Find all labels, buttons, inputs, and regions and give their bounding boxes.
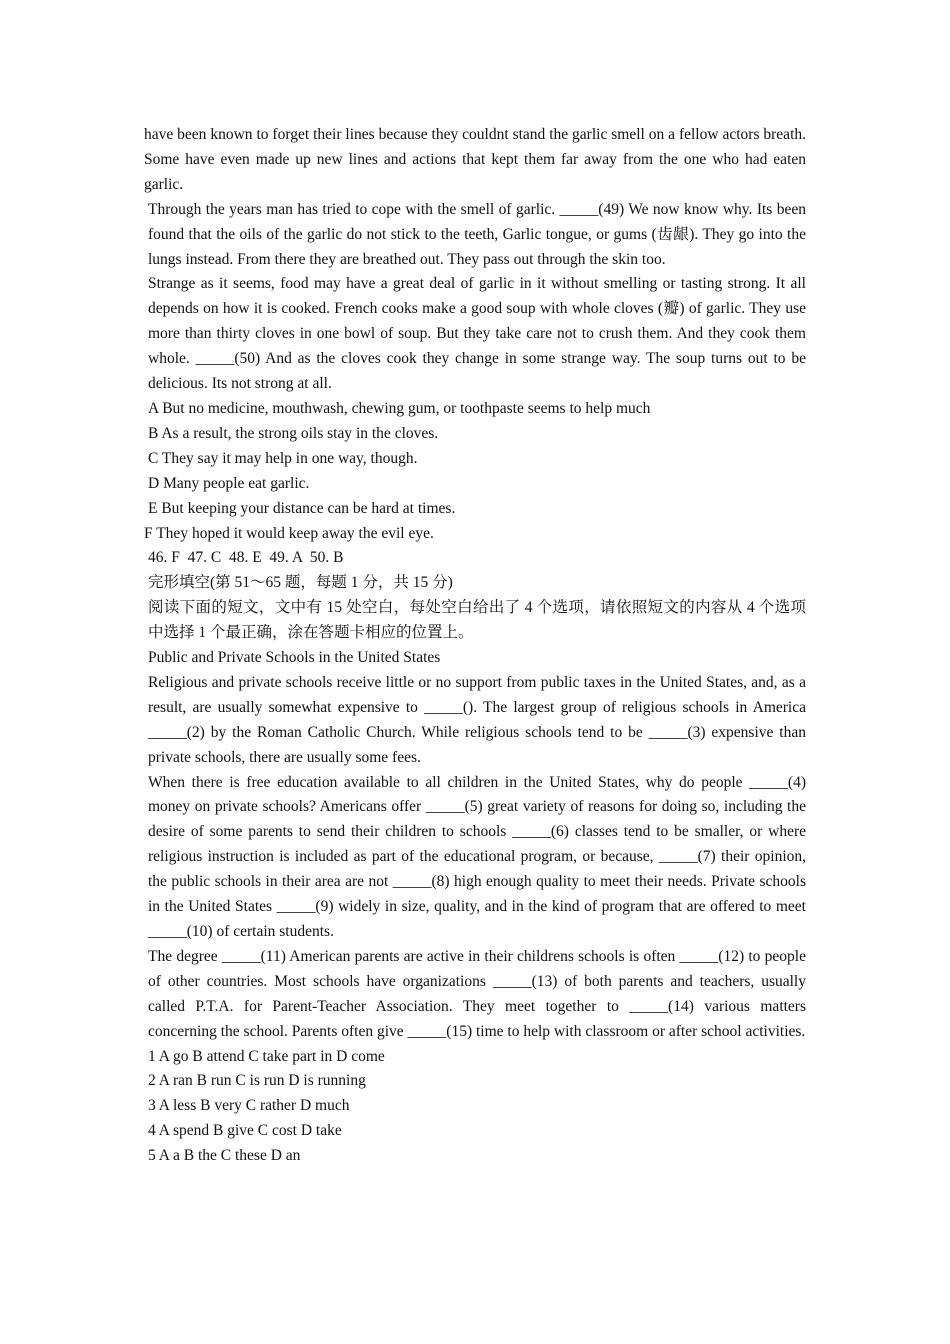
section-heading: 完形填空(第 51～65 题，每题 1 分，共 15 分) (148, 574, 453, 592)
paragraph: have been known to forget their lines because they couldnt stand the garlic smell on a fellow actors breath. Some have even made up new lines and actions that kept them far away from the one who had eaten garlic. (144, 126, 806, 193)
question-options: 5 A a B the C these D an (148, 1147, 301, 1165)
option-line: E But keeping your distance can be hard at times. (148, 499, 456, 517)
paragraph: When there is free education available to all children in the United States, why do people _____(4) money on private schools? Americans offer _____(5) great variety of reasons for doing so, including the desire of some parents to send their children to schools _____(6) classes tend to be smaller, or where religious instruction is included as part of the educational program, or because, _____(7) their opinion, the public schools in their area are not _____(8) high enough quality to meet their needs. Private schools in the United States _____(9) widely in size, quality, and in the kind of program that are offered to meet _____(10) of certain students. (148, 773, 806, 940)
paragraph: Through the years man has tried to cope with the smell of garlic. _____(49) We now know why. Its been found that the oils of the garlic do not stick to the teeth, Garlic tongue, or gums (齿龈). They go into the lungs instead. From there they are breathed out. They pass out through the skin too. (148, 200, 806, 268)
answer-key: 46. F 47. C 48. E 49. A 50. B (148, 549, 344, 567)
question-options: 2 A ran B run C is run D is running (148, 1072, 366, 1090)
option-line: A But no medicine, mouthwash, chewing gum, or toothpaste seems to help much (148, 399, 651, 417)
passage-title: Public and Private Schools in the United States (148, 649, 441, 667)
paragraph: Strange as it seems, food may have a great deal of garlic in it without smelling or tasting strong. It all depends on how it is cooked. French cooks make a good soup with whole cloves (瓣) of garlic. They use more than thirty cloves in one bowl of soup. But they take care not to crush them. And they cook them whole. _____(50) And as the cloves cook they change in some strange way. The soup turns out to be delicious. Its not strong at all. (148, 275, 806, 393)
option-line: B As a result, the strong oils stay in the cloves. (148, 424, 439, 442)
question-options: 4 A spend B give C cost D take (148, 1122, 342, 1140)
document-page (144, 123, 806, 1169)
instructions: 阅读下面的短文，文中有 15 处空白，每处空白给出了 4 个选项，请依照短文的内容从 4 个选项中选择 1 个最正确，涂在答题卡相应的位置上。 (148, 599, 806, 642)
option-line: C They say it may help in one way, though. (148, 449, 418, 467)
option-line: D Many people eat garlic. (148, 474, 310, 492)
question-options: 1 A go B attend C take part in D come (148, 1047, 385, 1065)
paragraph: Religious and private schools receive little or no support from public taxes in the United States, and, as a result, are usually somewhat expensive to _____(). The largest group of religious schools in America _____(2) by the Roman Catholic Church. While religious schools tend to be _____(3) expensive than private schools, there are usually some fees. (148, 673, 806, 766)
question-options: 3 A less B very C rather D much (148, 1097, 350, 1115)
paragraph: The degree _____(11) American parents are active in their childrens schools is often _____(12) to people of other countries. Most schools have organizations _____(13) of both parents and teachers, usually called P.T.A. for Parent-Teacher Association. They meet together to _____(14) various matters concerning the school. Parents often give _____(15) time to help with classroom or after school activities. (148, 947, 806, 1040)
option-line: F They hoped it would keep away the evil eye. (144, 524, 434, 542)
